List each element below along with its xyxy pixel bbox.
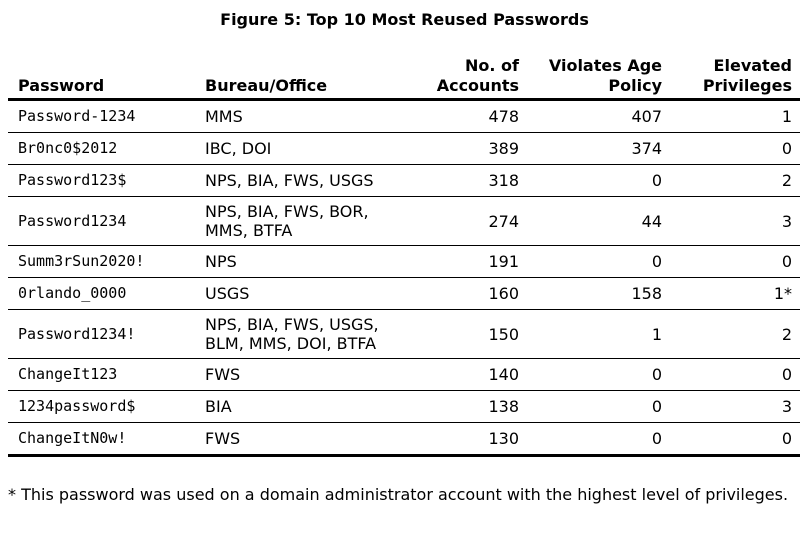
table-body [8,100,800,456]
accounts-cell: 318 [408,165,527,197]
footnote: * This password was used on a domain administrator account with the highest level of privileges. [8,485,789,504]
elevated-cell: 3 [670,197,800,246]
bureau-cell: MMS [195,100,408,133]
table-row [8,391,800,423]
elevated-cell: 1* [670,278,800,310]
password-cell: Password1234! [8,310,195,359]
table-row [8,359,800,391]
password-cell: ChangeIt123 [8,359,195,391]
bureau-cell: BIA [195,391,408,423]
elevated-cell: 0 [670,423,800,456]
bureau-cell: FWS [195,359,408,391]
bureau-cell: IBC, DOI [195,133,408,165]
accounts-cell: 478 [408,100,527,133]
elevated-cell: 2 [670,165,800,197]
header-age-policy: Violates Age Policy [527,54,670,100]
age-policy-cell: 0 [527,423,670,456]
elevated-cell: 0 [670,359,800,391]
password-cell: Password-1234 [8,100,195,133]
age-policy-cell: 0 [527,391,670,423]
figure-title: Figure 5: Top 10 Most Reused Passwords [220,10,589,29]
bureau-cell: USGS [195,278,408,310]
password-cell: Password1234 [8,197,195,246]
age-policy-cell: 0 [527,359,670,391]
accounts-cell: 138 [408,391,527,423]
age-policy-cell: 374 [527,133,670,165]
password-cell: 0rlando_0000 [8,278,195,310]
password-cell: Br0nc0$2012 [8,133,195,165]
header-bureau: Bureau/Office [195,54,408,100]
elevated-cell: 3 [670,391,800,423]
age-policy-cell: 44 [527,197,670,246]
age-policy-cell: 407 [527,100,670,133]
password-cell: Summ3rSun2020! [8,246,195,278]
age-policy-cell: 1 [527,310,670,359]
bureau-cell: NPS [195,246,408,278]
accounts-cell: 389 [408,133,527,165]
table-row [8,165,800,197]
password-cell: 1234password$ [8,391,195,423]
age-policy-cell: 158 [527,278,670,310]
table-header [8,54,800,100]
elevated-cell: 1 [670,100,800,133]
table-row [8,100,800,133]
header-row [8,54,800,100]
table-row [8,133,800,165]
accounts-cell: 140 [408,359,527,391]
accounts-cell: 191 [408,246,527,278]
elevated-cell: 2 [670,310,800,359]
bureau-cell: NPS, BIA, FWS, BOR, MMS, BTFA [195,197,408,246]
table-row [8,246,800,278]
age-policy-cell: 0 [527,246,670,278]
accounts-cell: 150 [408,310,527,359]
age-policy-cell: 0 [527,165,670,197]
table-row [8,310,800,359]
header-elevated: Elevated Privileges [670,54,800,100]
password-cell: ChangeItN0w! [8,423,195,456]
accounts-cell: 160 [408,278,527,310]
table-row [8,278,800,310]
bureau-cell: FWS [195,423,408,456]
elevated-cell: 0 [670,133,800,165]
table-container [8,54,800,457]
table-row [8,423,800,456]
header-accounts: No. of Accounts [408,54,527,100]
accounts-cell: 130 [408,423,527,456]
table-row [8,197,800,246]
header-password: Password [8,54,195,100]
bureau-cell: NPS, BIA, FWS, USGS, BLM, MMS, DOI, BTFA [195,310,408,359]
passwords-table [8,54,800,457]
password-cell: Password123$ [8,165,195,197]
elevated-cell: 0 [670,246,800,278]
accounts-cell: 274 [408,197,527,246]
bureau-cell: NPS, BIA, FWS, USGS [195,165,408,197]
